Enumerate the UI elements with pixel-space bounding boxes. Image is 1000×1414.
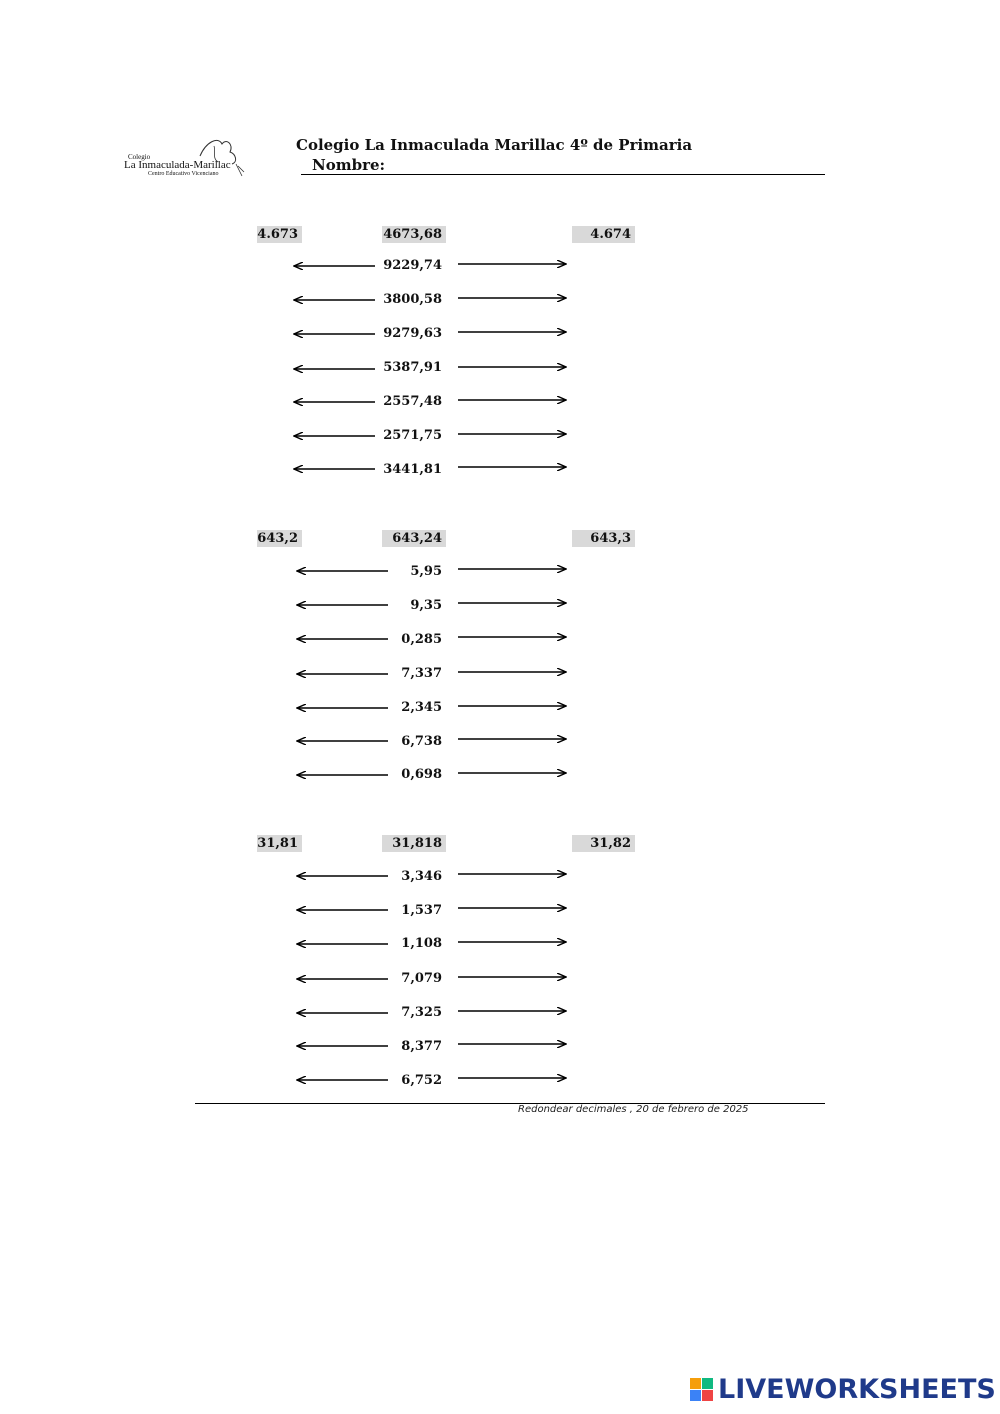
logo-text-colegio: Colegio (128, 153, 151, 161)
section-2-lower-box: 643,2 (257, 530, 302, 547)
section-1-item: 9279,63 (383, 326, 442, 341)
liveworksheets-cube-icon (690, 1378, 714, 1402)
section-1-item: 5387,91 (383, 360, 442, 375)
section-2-item: 7,337 (401, 666, 442, 681)
section-3-item: 6,752 (401, 1073, 442, 1088)
section-3-number-box: 31,818 (382, 835, 446, 852)
section-3-item: 1,537 (401, 903, 442, 918)
section-1-item: 2557,48 (383, 394, 442, 409)
section-2-item: 5,95 (410, 564, 442, 579)
section-1-lower-box: 4.673 (257, 226, 302, 243)
section-1-item: 3441,81 (383, 462, 442, 477)
section-3-item: 3,346 (401, 869, 442, 884)
section-2-upper-box: 643,3 (572, 530, 635, 547)
section-3-lower-box: 31,81 (257, 835, 302, 852)
section-1-number-box: 4673,68 (382, 226, 446, 243)
section-3-item: 1,108 (401, 936, 442, 951)
section-3-item: 8,377 (401, 1039, 442, 1054)
section-2-item: 0,285 (401, 632, 442, 647)
section-1-item: 9229,74 (383, 258, 442, 273)
section-2-item: 9,35 (410, 598, 442, 613)
section-2-item: 6,738 (401, 734, 442, 749)
section-2-number-box: 643,24 (382, 530, 446, 547)
section-1-item: 3800,58 (383, 292, 442, 307)
liveworksheets-wordmark: LIVEWORKSHEETS (718, 1374, 996, 1405)
footer-caption: Redondear decimales , 20 de febrero de 2025 (518, 1104, 749, 1115)
section-2-item: 0,698 (401, 767, 442, 782)
section-3-item: 7,079 (401, 971, 442, 986)
section-1-item: 2571,75 (383, 428, 442, 443)
page-title: Colegio La Inmaculada Marillac 4º de Primaria (296, 136, 693, 154)
section-1-upper-box: 4.674 (572, 226, 635, 243)
liveworksheets-logo (690, 1374, 996, 1408)
logo-text-school: La Inmaculada-Marillac (124, 159, 231, 171)
name-label: Nombre: (312, 156, 386, 174)
logo-text-subtitle: Centro Educativo Vicenciano (148, 171, 219, 177)
section-3-item: 7,325 (401, 1005, 442, 1020)
section-3-upper-box: 31,82 (572, 835, 635, 852)
section-2-item: 2,345 (401, 700, 442, 715)
